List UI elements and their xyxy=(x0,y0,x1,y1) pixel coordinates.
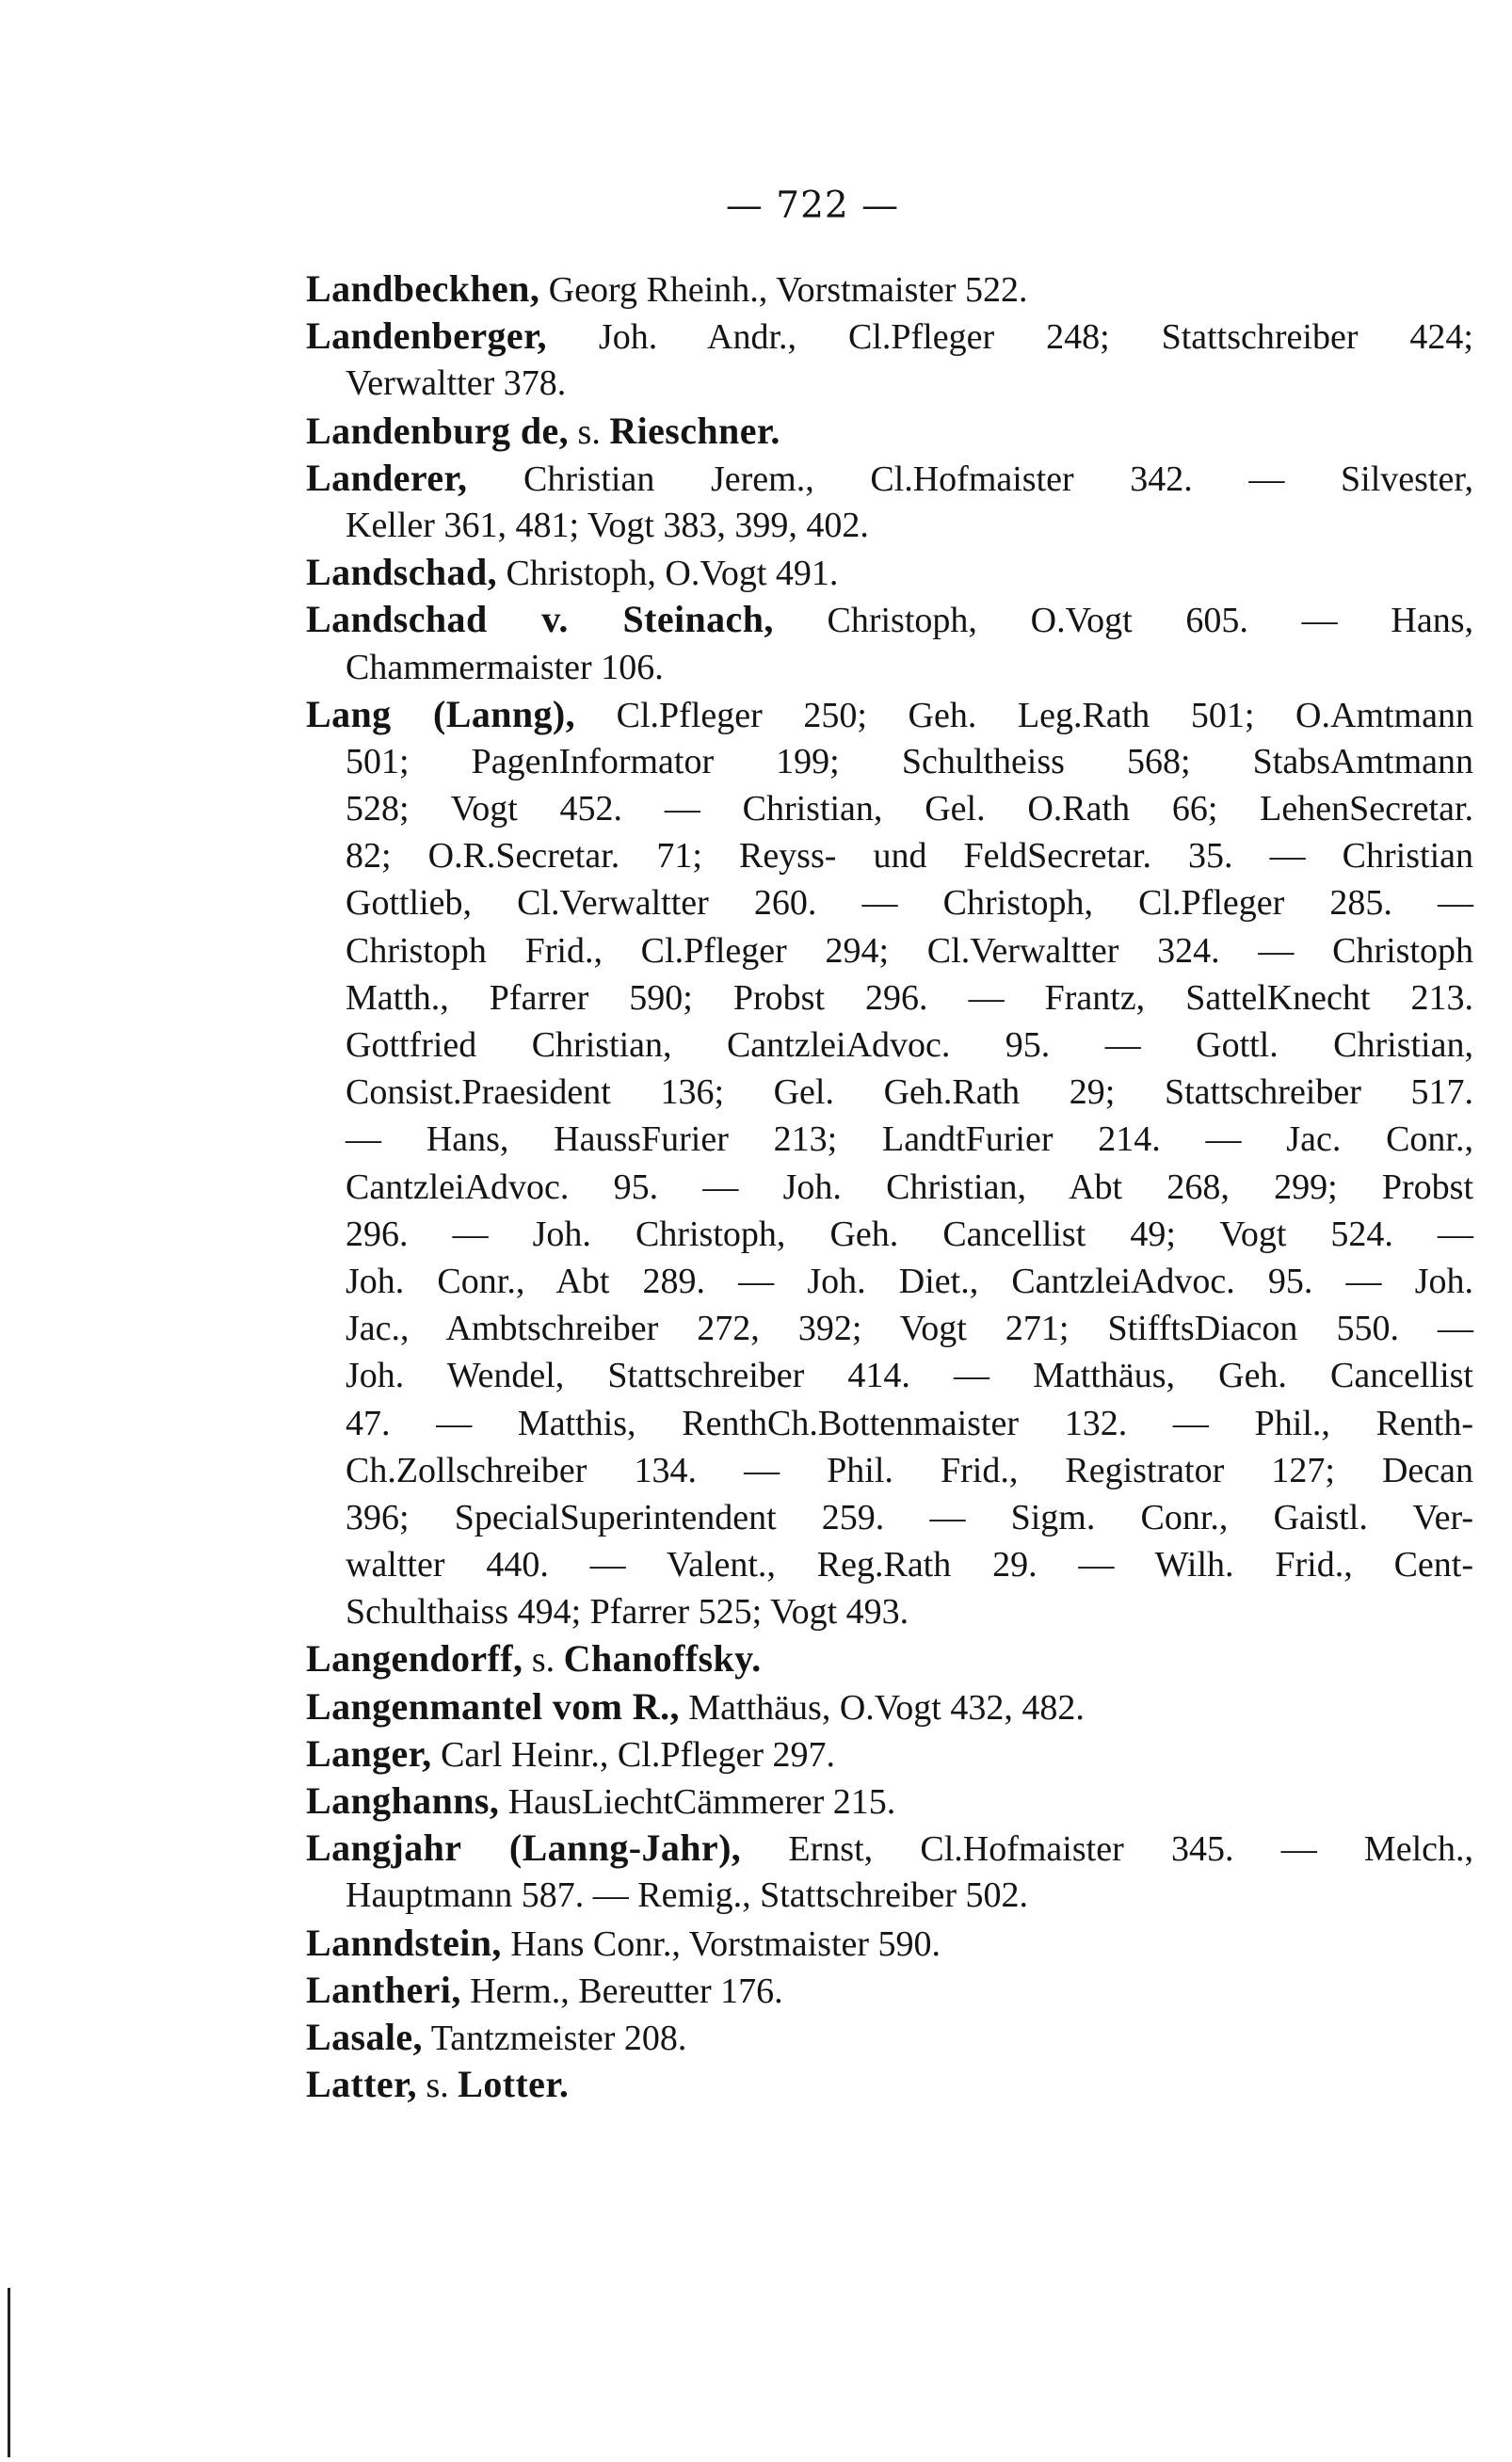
entry-continuation-line xyxy=(306,879,1473,926)
entry-headword-line xyxy=(306,455,1473,502)
entry-continuation-line xyxy=(306,974,1473,1022)
entry-text: Chammermaister 106. xyxy=(346,647,664,687)
entry-text: 396; SpecialSuperintendent 259. — Sigm. Conr., Gaistl. Ver- xyxy=(346,1497,1473,1537)
entry-continuation-line xyxy=(306,1305,1473,1352)
entry-text: Christoph, O.Vogt 491. xyxy=(496,554,839,594)
entry-name: Landenberger, xyxy=(306,314,547,358)
entry-text: Matthäus, O.Vogt 432, 482. xyxy=(679,1687,1085,1728)
entry-name: Latter, xyxy=(306,2063,417,2106)
entry-continuation-line xyxy=(306,927,1473,974)
entry-text: Gottlieb, Cl.Verwaltter 260. — Christoph, Cl.Pfleger 285. — xyxy=(346,883,1473,924)
entry-continuation-line xyxy=(306,738,1473,785)
entry-text: Matth., Pfarrer 590; Probst 296. — Frantz, SattelKnecht 213. xyxy=(346,977,1473,1018)
entry-text: Joh. Wendel, Stattschreiber 414. — Matthäus, Geh. Cancellist xyxy=(346,1356,1473,1396)
entry-text: Ch.Zollschreiber 134. — Phil. Frid., Registrator 127; Decan xyxy=(346,1450,1473,1490)
entry-continuation-line xyxy=(306,1872,1473,1919)
page-number: — 722 — xyxy=(725,185,900,227)
entry-text: Schulthaiss 494; Pfarrer 525; Vogt 493. xyxy=(346,1592,909,1633)
entry-name: Langjahr (Lanng-Jahr), xyxy=(306,1826,742,1870)
entry-text: 501; PagenInformator 199; Schultheiss 568; StabsAmtmann xyxy=(346,741,1473,781)
entry-headword-line xyxy=(306,1683,1473,1730)
entry-name: Langendorff, xyxy=(306,1637,523,1681)
entry-text: CantzleiAdvoc. 95. — Joh. Christian, Abt 268, 299; Probst xyxy=(346,1167,1473,1207)
entry-name: Langhanns, xyxy=(306,1779,500,1822)
entry-text: s. xyxy=(416,2066,458,2106)
entry-name: Lasale, xyxy=(306,2015,423,2058)
entry-continuation-line xyxy=(306,1447,1473,1494)
entry-text: 47. — Matthis, RenthCh.Bottenmaister 132. — Phil., Renth- xyxy=(346,1403,1473,1443)
entry-headword-line xyxy=(306,1920,1473,1967)
entry-headword-line xyxy=(306,596,1473,643)
entry-headword-line xyxy=(306,1730,1473,1778)
entry-text: 82; O.R.Secretar. 71; Reyss- und FeldSecretar. 35. — Christian xyxy=(346,836,1473,877)
entry-headword-line xyxy=(306,266,1473,313)
entry-headword-line xyxy=(306,2014,1473,2061)
entry-continuation-line xyxy=(306,1164,1473,1211)
entry-text: Christoph Frid., Cl.Pfleger 294; Cl.Verwaltter 324. — Christoph xyxy=(346,930,1473,971)
entry-continuation-line xyxy=(306,1352,1473,1399)
entry-headword-line xyxy=(306,313,1473,360)
entry-continuation-line xyxy=(306,785,1473,832)
entry-text: Gottfried Christian, CantzleiAdvoc. 95. — Gottl. Christian, xyxy=(346,1025,1473,1065)
entry-name: Chanoffsky. xyxy=(563,1637,762,1681)
entry-continuation-line xyxy=(306,1069,1473,1116)
entry-continuation-line xyxy=(306,1588,1473,1635)
entry-text: Christoph, O.Vogt 605. — Hans, xyxy=(773,601,1473,641)
entry-headword-line xyxy=(306,549,1473,596)
entry-continuation-line xyxy=(306,360,1473,407)
entry-text: waltter 440. — Valent., Reg.Rath 29. — Wilh. Frid., Cent- xyxy=(346,1545,1473,1585)
entry-text: Hans Conr., Vorstmaister 590. xyxy=(501,1923,941,1964)
entry-text: Herm., Bereutter 176. xyxy=(460,1971,783,2011)
entry-headword-line xyxy=(306,408,1473,455)
entry-name: Lotter. xyxy=(458,2063,570,2106)
entry-headword-line xyxy=(306,1825,1473,1872)
entry-name: Rieschner. xyxy=(609,409,780,452)
entry-text: Tantzmeister 208. xyxy=(422,2018,687,2058)
entry-name: Landbeckhen, xyxy=(306,267,540,310)
entry-continuation-line xyxy=(306,1494,1473,1541)
entry-headword-line xyxy=(306,2061,1473,2108)
entry-continuation-line xyxy=(306,502,1473,549)
entry-text: s. xyxy=(523,1640,564,1681)
entry-headword-line xyxy=(306,1635,1473,1682)
entry-name: Langer, xyxy=(306,1731,432,1775)
entry-name: Lanndstein, xyxy=(306,1921,502,1964)
entry-name: Landschad v. Steinach, xyxy=(306,598,774,641)
entry-text: Verwaltter 378. xyxy=(346,363,567,404)
entry-text: Christian Jerem., Cl.Hofmaister 342. — Silvester, xyxy=(467,459,1473,499)
entry-name: Landerer, xyxy=(306,456,468,499)
entry-headword-line xyxy=(306,691,1473,738)
entry-continuation-line xyxy=(306,1022,1473,1069)
entry-text: 296. — Joh. Christoph, Geh. Cancellist 49; Vogt 524. — xyxy=(346,1214,1473,1254)
entry-text: Carl Heinr., Cl.Pfleger 297. xyxy=(431,1734,836,1775)
entry-text: Joh. Conr., Abt 289. — Joh. Diet., CantzleiAdvoc. 95. — Joh. xyxy=(346,1261,1473,1301)
entry-name: Langenmantel vom R., xyxy=(306,1684,680,1728)
entry-name: Lantheri, xyxy=(306,1968,461,2011)
entry-text: Cl.Pfleger 250; Geh. Leg.Rath 501; O.Amtmann xyxy=(575,695,1473,735)
entry-text: — Hans, HaussFurier 213; LandtFurier 214. — Jac. Conr., xyxy=(346,1119,1473,1160)
entry-continuation-line xyxy=(306,1211,1473,1258)
entry-text: Consist.Praesident 136; Gel. Geh.Rath 29; Stattschreiber 517. xyxy=(346,1072,1473,1113)
entry-name: Landenburg de, xyxy=(306,409,570,452)
entry-continuation-line xyxy=(306,1400,1473,1447)
entry-headword-line xyxy=(306,1967,1473,2014)
entry-name: Lang (Lanng), xyxy=(306,692,576,735)
entry-text: Joh. Andr., Cl.Pfleger 248; Stattschreiber 424; xyxy=(546,317,1473,358)
entry-continuation-line xyxy=(306,1541,1473,1588)
entry-text: 528; Vogt 452. — Christian, Gel. O.Rath 66; LehenSecretar. xyxy=(346,789,1473,829)
entry-text: Keller 361, 481; Vogt 383, 399, 402. xyxy=(346,505,869,545)
entry-text: HausLiechtCämmerer 215. xyxy=(499,1782,896,1822)
register-entries xyxy=(306,266,1473,2108)
entry-continuation-line xyxy=(306,1116,1473,1163)
entry-text: Georg Rheinh., Vorstmaister 522. xyxy=(539,270,1028,310)
entry-name: Landschad, xyxy=(306,551,497,594)
entry-continuation-line xyxy=(306,1258,1473,1305)
entry-text: Jac., Ambtschreiber 272, 392; Vogt 271; StifftsDiacon 550. — xyxy=(346,1309,1473,1349)
entry-continuation-line xyxy=(306,832,1473,879)
margin-mark xyxy=(8,2288,10,2457)
entry-continuation-line xyxy=(306,644,1473,691)
entry-headword-line xyxy=(306,1778,1473,1825)
entry-text: Ernst, Cl.Hofmaister 345. — Melch., xyxy=(741,1829,1473,1870)
entry-text: s. xyxy=(569,411,610,452)
entry-text: Hauptmann 587. — Remig., Stattschreiber 502. xyxy=(346,1875,1029,1916)
